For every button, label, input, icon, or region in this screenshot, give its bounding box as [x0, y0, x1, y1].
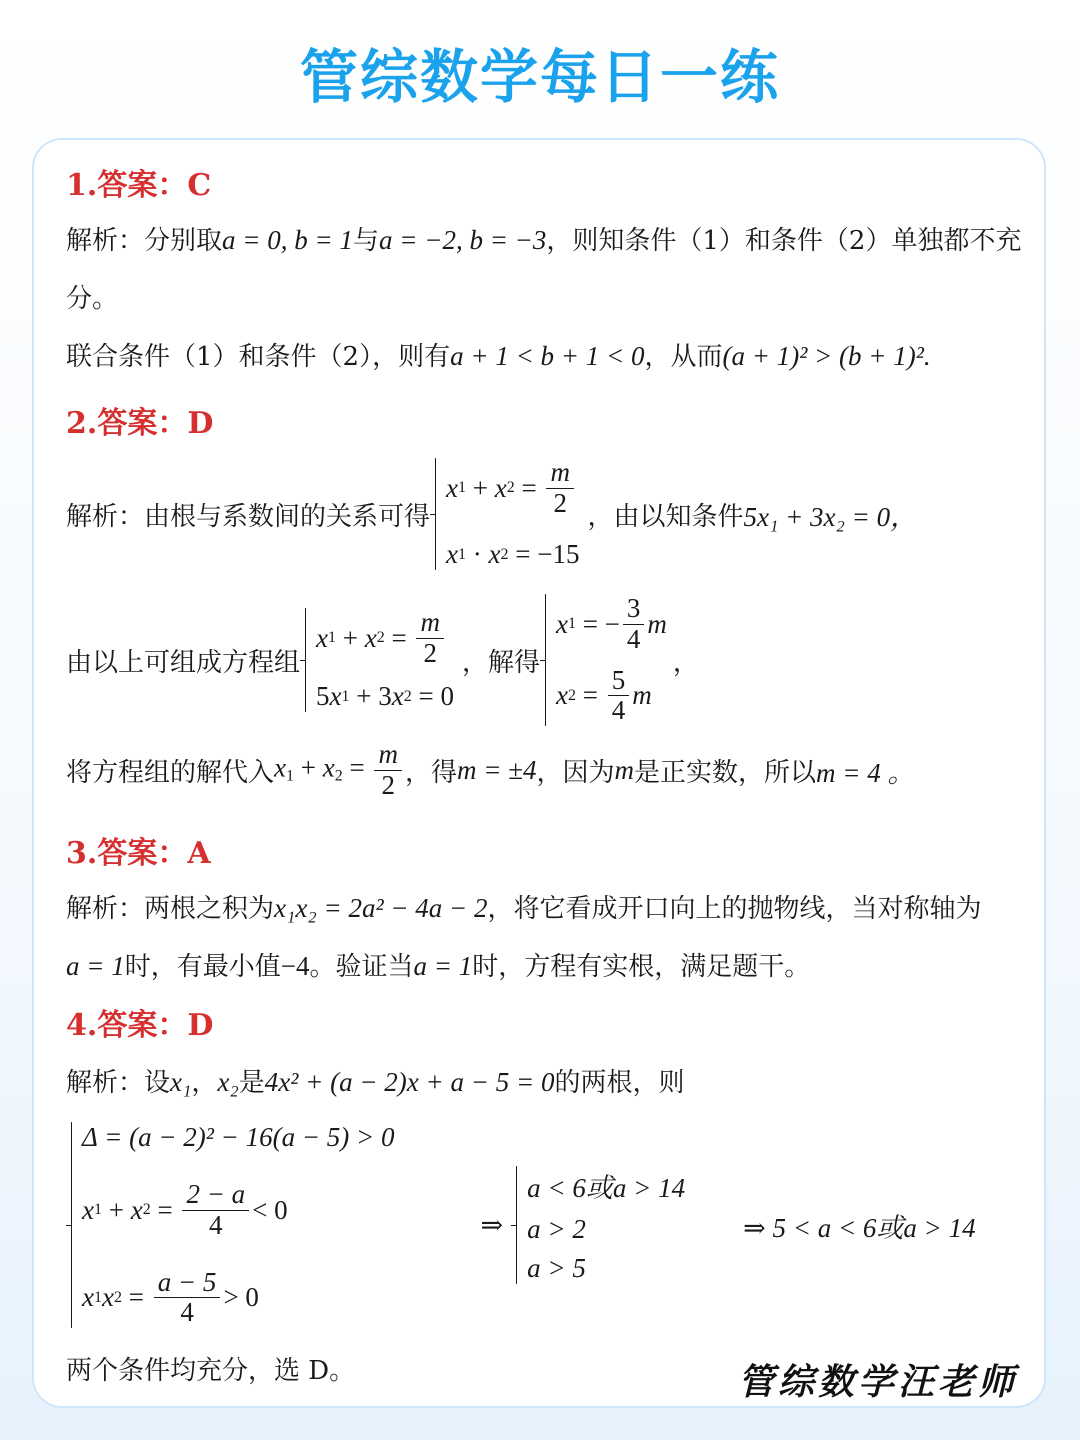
q4-range-system: [511, 1166, 685, 1284]
q2-line1-condition: 5x₁ + 3x₂ = 0，: [743, 501, 918, 532]
q1-analysis-line-2: 分。: [66, 284, 119, 314]
q3-line1-prefix: 解析：两根之积为: [66, 894, 275, 924]
q2-equation-system: x 1 + x 2 = $\frac{m}{2}$ 5 x 1 + 3 x 2 = 0: [300, 608, 454, 712]
q4-line1-prefix: 解析：设: [66, 1068, 171, 1098]
q2-analysis-line-3: [66, 740, 915, 800]
q4-line1-sep: ，: [191, 1068, 218, 1098]
q4-x1: x₁: [170, 1067, 192, 1097]
q2-line3-end: m = 4 。: [816, 757, 915, 788]
brace-icon: [430, 458, 440, 570]
q1-line3-math-1: a + 1 < b + 1 < 0: [450, 341, 645, 371]
q3-line2-math-3: a = 1: [413, 951, 473, 981]
q4-conclusion: 两个条件均充分，选 D。: [66, 1356, 356, 1386]
q3-line2-text-1: 时，有最小值: [124, 952, 281, 982]
q1-text-1: 分别取: [144, 226, 223, 256]
q4-discriminant: Δ = (a − 2)² − 16(a − 5) > 0: [82, 1122, 395, 1152]
q2-line2-prefix: 由以上可组成方程组: [66, 647, 301, 678]
q2-line3-text-2: ，因为: [536, 757, 615, 788]
answer-heading-3: 3.答案：A: [66, 836, 211, 871]
q1-math-2: a = −2, b = −3: [379, 225, 547, 255]
q4-derivation: [66, 1122, 976, 1328]
page-title: 管综数学每日一练: [299, 43, 780, 111]
brace-icon: [540, 594, 550, 726]
q4-quadratic-equation: 4x² + (a − 2)x + a − 5 = 0: [264, 1067, 555, 1097]
answer-heading-2: 2.答案：D: [66, 406, 214, 441]
q2-line1-prefix: 解析：由根与系数间的关系可得: [66, 501, 431, 532]
q1-math-1: a = 0, b = 1: [222, 225, 353, 255]
brace-icon: [511, 1166, 521, 1284]
q1-analysis-line-3: [66, 336, 931, 373]
implies-arrow-1: ⇒: [480, 1209, 504, 1240]
brace-icon: [300, 608, 310, 712]
q2-solution-system: x 1 = − $\frac{3}{4}$ m x 2 = $\frac{5}{4}$ m: [540, 594, 667, 726]
q1-text-2: 与: [352, 226, 379, 256]
q2-line3-mid: ，得: [404, 757, 457, 788]
brace-icon: [66, 1122, 76, 1328]
q3-line2-math-2: −4: [280, 951, 310, 981]
q4-condition-system: Δ = (a − 2)² − 16(a − 5) > 0 x 1 + x 2 = $\frac{2 - a}{4}$ < 0 x 1 x 2 = $\frac{a - 5}{4}$ > 0: [66, 1122, 395, 1328]
q4-range-b: a > 2: [527, 1213, 586, 1244]
q4-x2: x₂: [217, 1067, 239, 1097]
q4-line1-text-2: 的两根，则: [554, 1068, 685, 1098]
q3-line1-rest: ，将它看成开口向上的抛物线，当对称轴为: [487, 894, 982, 924]
analysis-label: 解析：: [66, 226, 145, 256]
q3-analysis-line-2: [66, 946, 810, 983]
q3-analysis-line-1: [66, 888, 982, 925]
q3-product-expression: x₁x₂ = 2a² − 4a − 2: [274, 893, 488, 923]
q2-line2-end: ，: [672, 647, 699, 678]
q2-line3-prefix: 将方程组的解代入: [66, 757, 275, 788]
q4-range-a: a < 6或a > 14: [527, 1173, 686, 1203]
q1-line3-text-2: ，从而: [644, 342, 723, 372]
q2-vieta-system: x 1 + x 2 = $\frac{m}{2}$ x 1 · x 2 = −15: [430, 458, 579, 570]
q4-analysis-line-1: [66, 1062, 684, 1099]
q3-line2-text-3: 时，方程有实根，满足题干。: [472, 952, 811, 982]
solution-card: [32, 138, 1046, 1408]
q2-m-variable: m: [614, 754, 635, 785]
q4-line1-text-1: 是: [238, 1068, 265, 1098]
q3-line2-math-1: a = 1: [66, 951, 125, 981]
q2-line3-text-3: 是正实数，所以: [634, 757, 817, 788]
q1-text-3: ，则知条件（1）和条件（2）单独都不充: [546, 226, 1022, 256]
q4-range-c: a > 5: [527, 1253, 586, 1283]
answer-heading-1: 1.答案：C: [66, 168, 212, 203]
q2-sum-expression: $x_1 + x_2$ = $\frac{m}{2}$: [274, 740, 405, 800]
q2-line2-mid: ，解得: [461, 647, 540, 678]
q2-line3-result: m = ±4: [456, 754, 537, 785]
q1-line3-text-1: 联合条件（1）和条件（2），则有: [66, 342, 451, 372]
q1-analysis-line-1: [66, 220, 1021, 257]
q3-line2-text-2: 。验证当: [309, 952, 414, 982]
q2-line1-mid: ，由以知条件: [587, 501, 744, 532]
answer-heading-4: 4.答案：D: [66, 1008, 214, 1043]
q2-analysis-line-2: [66, 594, 699, 726]
teacher-signature: 管综数学汪老师: [737, 1362, 1018, 1403]
q4-final-result: ⇒ 5 < a < 6或a > 14: [743, 1212, 976, 1243]
q1-line3-math-2: (a + 1)² > (b + 1)².: [722, 341, 931, 371]
q2-analysis-line-1: [66, 458, 917, 570]
